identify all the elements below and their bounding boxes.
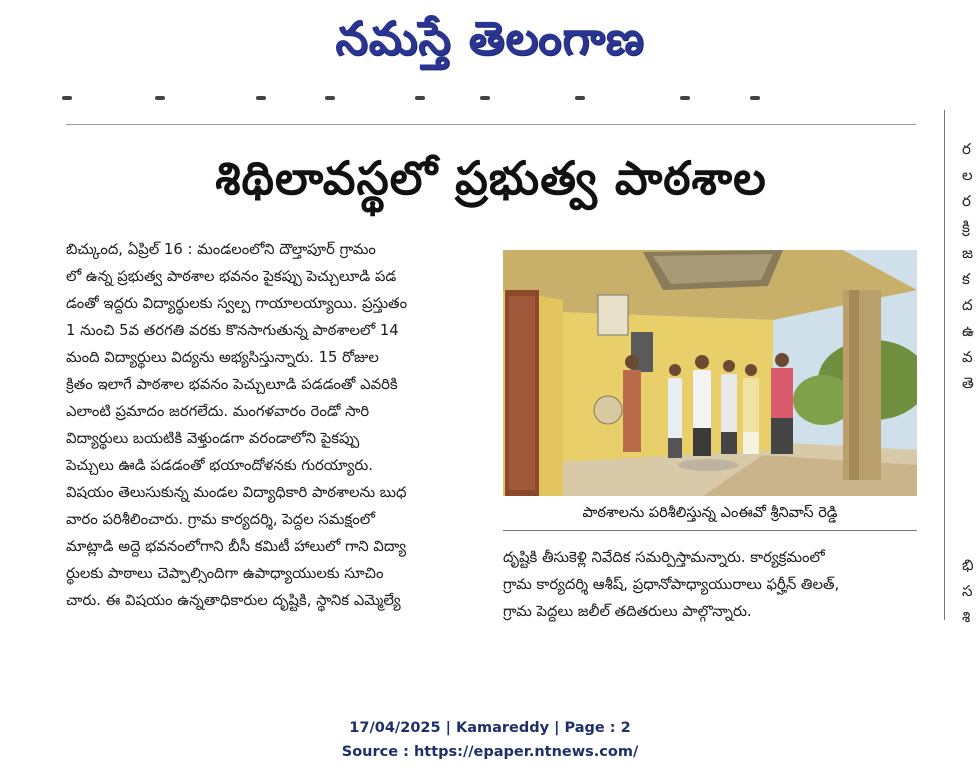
body-line: దృష్టికి తీసుకెళ్లి నివేదిక సమర్పిస్తామన్నారు. కార్యక్రమంలో — [503, 549, 825, 566]
edge-text-fragment: ద — [962, 296, 973, 314]
masthead-divider-dots — [60, 96, 910, 104]
edge-text-fragment: ల — [962, 166, 973, 184]
edge-text-fragment: స — [962, 582, 973, 600]
body-line: క్రితం ఇలాగే పాఠశాల భవనం పెచ్చులూడి పడడంతో ఎవరికి — [66, 376, 398, 393]
article-headline: శిథిలావస్థలో ప్రభుత్వ పాఠశాల — [215, 151, 767, 205]
body-line: డంతో ఇద్దరు విద్యార్థులకు స్వల్ప గాయాలయ్యాయి. ప్రస్తుతం — [66, 295, 408, 312]
edge-text-fragment: ఉ — [962, 322, 974, 340]
adjacent-article-fragment-lower — [962, 552, 980, 630]
body-line: మంది విద్యార్థులు విద్యను అభ్యసిస్తున్నారు. 15 రోజుల — [66, 349, 379, 366]
body-line: గ్రామ పెద్దలు జలీల్ తదితరులు పాల్గొన్నారు. — [503, 603, 752, 620]
newspaper-logo: నమస్తే తెలంగాణ — [335, 11, 645, 65]
edge-text-fragment: శి — [962, 608, 971, 626]
edge-text-fragment: భి — [962, 556, 974, 574]
article-body-right — [503, 544, 917, 634]
page-footer — [0, 716, 980, 764]
article-photo — [503, 250, 917, 496]
body-line: పెచ్చులు ఊడి పడడంతో భయాందోళనకు గురయ్యారు. — [66, 457, 373, 474]
edge-text-fragment: ర — [962, 140, 971, 158]
body-line: ఎలాంటి ప్రమాదం జరగలేదు. మంగళవారం రెండో సారి — [66, 403, 370, 420]
body-line: బిచ్కుంద, ఏప్రిల్ 16 : మండలంలోని దౌల్తాపూర్ గ్రామం — [66, 241, 376, 258]
source-link: Source : https://epaper.ntnews.com/ — [341, 744, 639, 760]
photo-caption: పాఠశాలను పరిశీలిస్తున్న ఎంఈవో శ్రీనివాస్ రెడ్డి — [503, 496, 917, 531]
masthead — [0, 0, 980, 80]
body-line: విద్యార్థులు బయటికి వెళ్తుండగా వరండాలోని పైకప్పు — [66, 430, 360, 447]
body-line: వారం పరిశీలించారు. గ్రామ కార్యదర్శి, పెద్దల సమక్షంలో — [66, 511, 375, 528]
body-line: లో ఉన్న ప్రభుత్వ పాఠశాల భవనం పైకప్పు పెచ్చులూడి పడ — [66, 268, 397, 285]
body-line: 1 నుంచి 5వ తరగతి వరకు కొనసాగుతున్న పాఠశాలలో 14 — [66, 322, 399, 339]
edge-text-fragment: క్రి — [962, 218, 970, 236]
body-line: మాట్లాడి అద్దె భవనంలోగాని బీసీ కమిటీ హాలులో గాని విద్యా — [66, 538, 406, 555]
edge-text-fragment: తె — [962, 374, 974, 392]
edge-text-fragment: క — [962, 270, 970, 288]
body-line: ర్థులకు పాఠాలు చెప్పాల్సిందిగా ఉపాధ్యాయులకు సూచిం — [66, 565, 384, 582]
edge-text-fragment: వ — [962, 348, 973, 366]
body-line: విషయం తెలుసుకున్న మండల విద్యాధికారి పాఠశాలను బుధ — [66, 484, 407, 501]
article-body-left — [66, 236, 478, 636]
body-line: చారు. ఈ విషయం ఉన్నతాధికారుల దృష్టికి, స్థానిక ఎమ్మెల్యే — [66, 592, 401, 609]
column-divider — [944, 110, 945, 620]
edition-info: 17/04/2025 | Kamareddy | Page : 2 — [349, 720, 631, 736]
adjacent-article-fragment — [962, 136, 980, 396]
edge-text-fragment: ర — [962, 192, 971, 210]
top-rule — [66, 124, 916, 125]
body-line: గ్రామ కార్యదర్శి ఆశీష్, ప్రధానోపాధ్యాయురాలు ఫర్హీన్ తిలత్, — [503, 576, 840, 593]
edge-text-fragment: జ — [962, 244, 973, 262]
